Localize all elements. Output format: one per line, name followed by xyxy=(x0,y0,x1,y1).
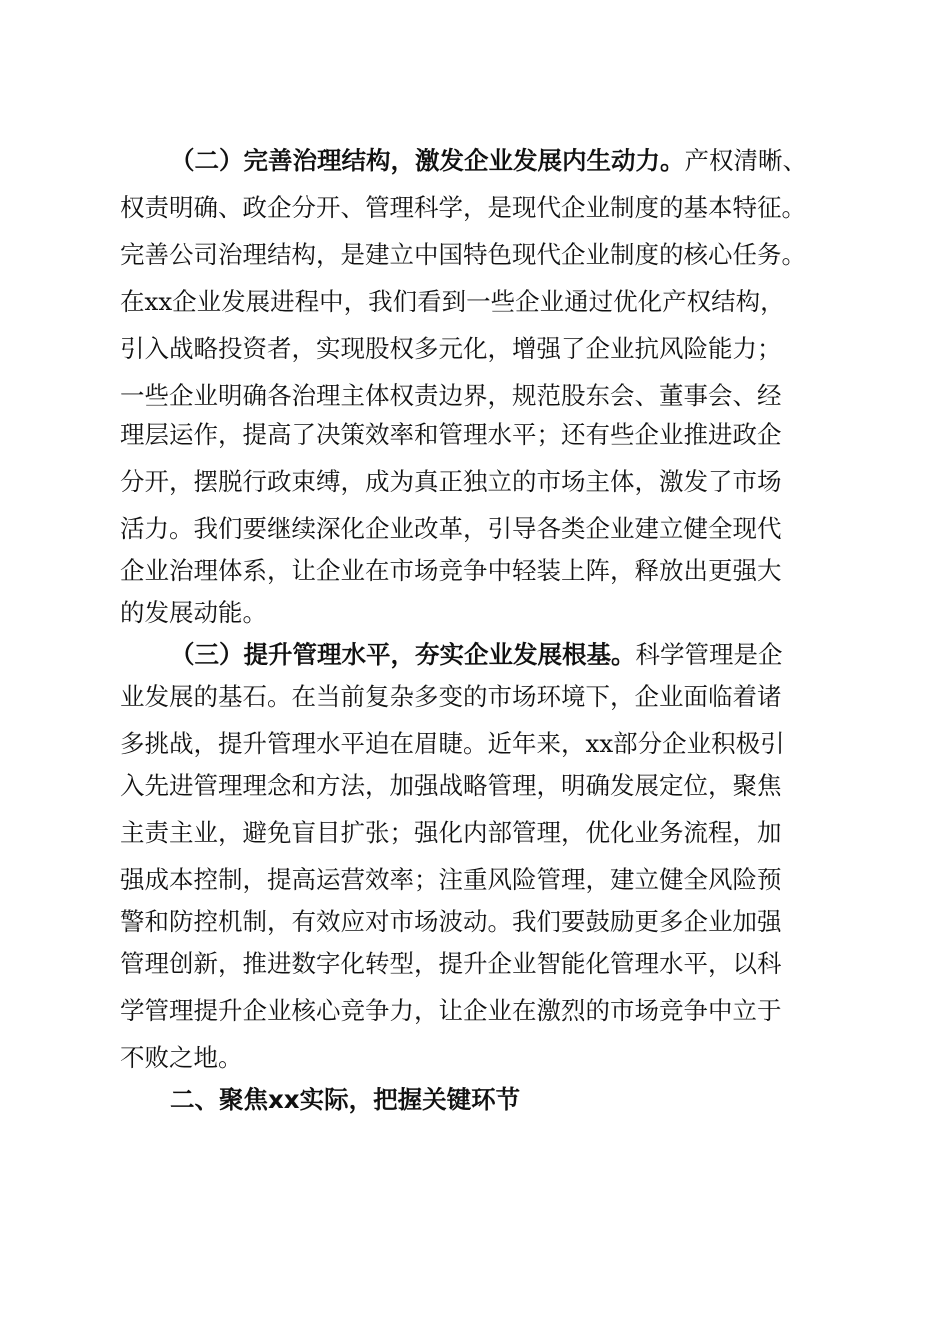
paragraph-1-line-6: 一些企业明确各治理主体权责边界，规范股东会、董事会、经 xyxy=(120,381,782,410)
paragraph-1-line-5: 引入战略投资者，实现股权多元化，增强了企业抗风险能力； xyxy=(120,334,782,363)
paragraph-2-text: 科学管理是企 xyxy=(635,640,783,669)
paragraph-1-line-2: 权责明确、政企分开、管理科学，是现代企业制度的基本特征。 xyxy=(120,193,806,222)
paragraph-2-line-7: 警和防控机制，有效应对市场波动。我们要鼓励更多企业加强 xyxy=(120,907,782,936)
paragraph-1-line-7: 理层运作，提高了决策效率和管理水平；还有些企业推进政企 xyxy=(120,420,782,449)
paragraph-2-line-1 xyxy=(170,635,783,675)
paragraph-2-line-10: 不败之地。 xyxy=(120,1043,243,1072)
paragraph-2-line-5: 主责主业，避免盲目扩张；强化内部管理，优化业务流程，加 xyxy=(120,818,782,847)
paragraph-2-line-6: 强成本控制，提高运营效率；注重风险管理，建立健全风险预 xyxy=(120,865,782,894)
paragraph-2-line-8: 管理创新，推进数字化转型，提升企业智能化管理水平，以科 xyxy=(120,949,782,978)
paragraph-1-line-8: 分开，摆脱行政束缚，成为真正独立的市场主体，激发了市场 xyxy=(120,467,782,496)
paragraph-2-line-4: 入先进管理理念和方法，加强战略管理，明确发展定位，聚焦 xyxy=(120,771,782,800)
paragraph-2-line-2: 业发展的基石。在当前复杂多变的市场环境下，企业面临着诸 xyxy=(120,682,782,711)
paragraph-2-heading: （三）提升管理水平，夯实企业发展根基。 xyxy=(170,640,636,669)
paragraph-1-line-3: 完善公司治理结构，是建立中国特色现代企业制度的核心任务。 xyxy=(120,240,806,269)
paragraph-2-line-3: 多挑战，提升管理水平迫在眉睫。近年来，xx部分企业积极引 xyxy=(120,729,785,758)
section-heading: 二、聚焦xx实际，把握关键环节 xyxy=(170,1085,521,1114)
paragraph-1-heading: （二）完善治理结构，激发企业发展内生动力。 xyxy=(170,146,685,175)
paragraph-1-line-11: 的发展动能。 xyxy=(120,598,267,627)
paragraph-1-line-10: 企业治理体系，让企业在市场竞争中轻装上阵，释放出更强大 xyxy=(120,556,782,585)
paragraph-1-line-4: 在xx企业发展进程中，我们看到一些企业通过优化产权结构， xyxy=(120,287,785,316)
paragraph-1-text: 产权清晰、 xyxy=(684,146,807,175)
paragraph-1-line-9: 活力。我们要继续深化企业改革，引导各类企业建立健全现代 xyxy=(120,514,782,543)
paragraph-1-line-1 xyxy=(170,141,807,181)
paragraph-2-line-9: 学管理提升企业核心竞争力，让企业在激烈的市场竞争中立于 xyxy=(120,996,782,1025)
